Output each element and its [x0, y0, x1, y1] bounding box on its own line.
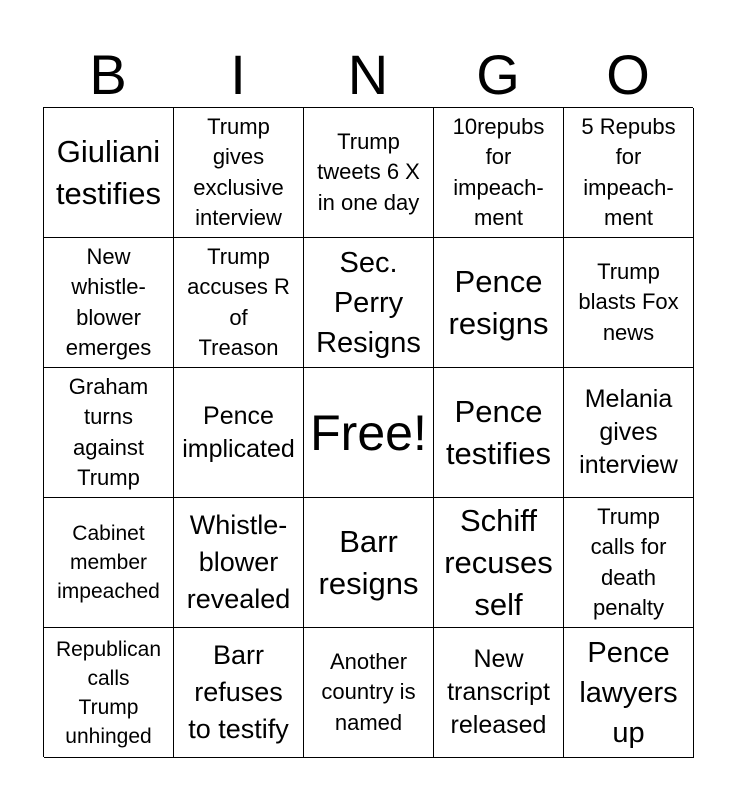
bingo-cell-r5c2[interactable]: [174, 628, 304, 758]
bingo-cell-r4c1[interactable]: [44, 498, 174, 628]
cell-text: Pence lawyers up: [579, 636, 678, 749]
cell-text: Trump calls for death penalty: [590, 503, 667, 620]
header-letter-i: I: [230, 43, 246, 106]
cell-text: Graham turns against Trump: [68, 373, 149, 490]
bingo-cell-r1c5[interactable]: [564, 108, 694, 238]
bingo-cell-r4c3[interactable]: [304, 498, 434, 628]
cell-text: Free!: [310, 404, 427, 461]
cell-text: Giuliani testifies: [55, 133, 162, 211]
cell-text: Pence implicated: [182, 401, 295, 463]
bingo-cell-r5c5[interactable]: [564, 628, 694, 758]
cell-text: Republican calls Trump unhinged: [55, 637, 162, 748]
cell-text: New transcript released: [447, 645, 550, 739]
cell-text: Whistle- blower revealed: [186, 510, 291, 614]
bingo-board: [43, 107, 693, 757]
cell-text: 5 Repubs for impeach- ment: [581, 113, 676, 230]
bingo-cell-r2c2[interactable]: [174, 238, 304, 368]
bingo-cell-r1c4[interactable]: [434, 108, 564, 238]
cell-text: Trump gives exclusive interview: [193, 113, 284, 230]
bingo-cell-r4c5[interactable]: [564, 498, 694, 628]
bingo-cell-r2c4[interactable]: [434, 238, 564, 368]
bingo-cell-r1c1[interactable]: [44, 108, 174, 238]
cell-text: New whistle- blower emerges: [65, 243, 152, 360]
bingo-cell-r3c2[interactable]: [174, 368, 304, 498]
header-letter-g: G: [476, 43, 520, 106]
cell-text: Trump tweets 6 X in one day: [317, 128, 420, 215]
cell-text: Pence resigns: [448, 263, 549, 341]
cell-text: Melania gives interview: [579, 385, 678, 479]
bingo-cell-r3c5[interactable]: [564, 368, 694, 498]
cell-text: Schiff recuses self: [444, 502, 553, 622]
bingo-cell-r4c2[interactable]: [174, 498, 304, 628]
cell-text: Cabinet member impeached: [57, 522, 160, 603]
bingo-cell-r2c5[interactable]: [564, 238, 694, 368]
cell-text: Pence testifies: [445, 393, 552, 471]
cell-text: Trump blasts Fox news: [578, 258, 679, 345]
cell-text: Barr refuses to testify: [188, 640, 289, 744]
cell-text: Trump accuses R of Treason: [187, 243, 290, 360]
bingo-cell-r3c1[interactable]: [44, 368, 174, 498]
cell-text: Sec. Perry Resigns: [316, 246, 421, 359]
bingo-cell-r5c3[interactable]: [304, 628, 434, 758]
bingo-cell-r5c1[interactable]: [44, 628, 174, 758]
header-letter-o: O: [606, 43, 650, 106]
cell-text: Barr resigns: [318, 523, 419, 601]
bingo-cell-r1c2[interactable]: [174, 108, 304, 238]
cell-text: Another country is named: [321, 648, 416, 735]
bingo-header: [43, 44, 693, 106]
bingo-cell-free[interactable]: [304, 368, 434, 498]
bingo-cell-r1c3[interactable]: [304, 108, 434, 238]
bingo-cell-r2c1[interactable]: [44, 238, 174, 368]
bingo-cell-r2c3[interactable]: [304, 238, 434, 368]
bingo-cell-r4c4[interactable]: [434, 498, 564, 628]
header-letter-b: B: [89, 43, 127, 106]
header-letter-n: N: [347, 43, 389, 106]
bingo-cell-r3c4[interactable]: [434, 368, 564, 498]
bingo-cell-r5c4[interactable]: [434, 628, 564, 758]
cell-text: 10repubs for impeach- ment: [452, 113, 545, 230]
